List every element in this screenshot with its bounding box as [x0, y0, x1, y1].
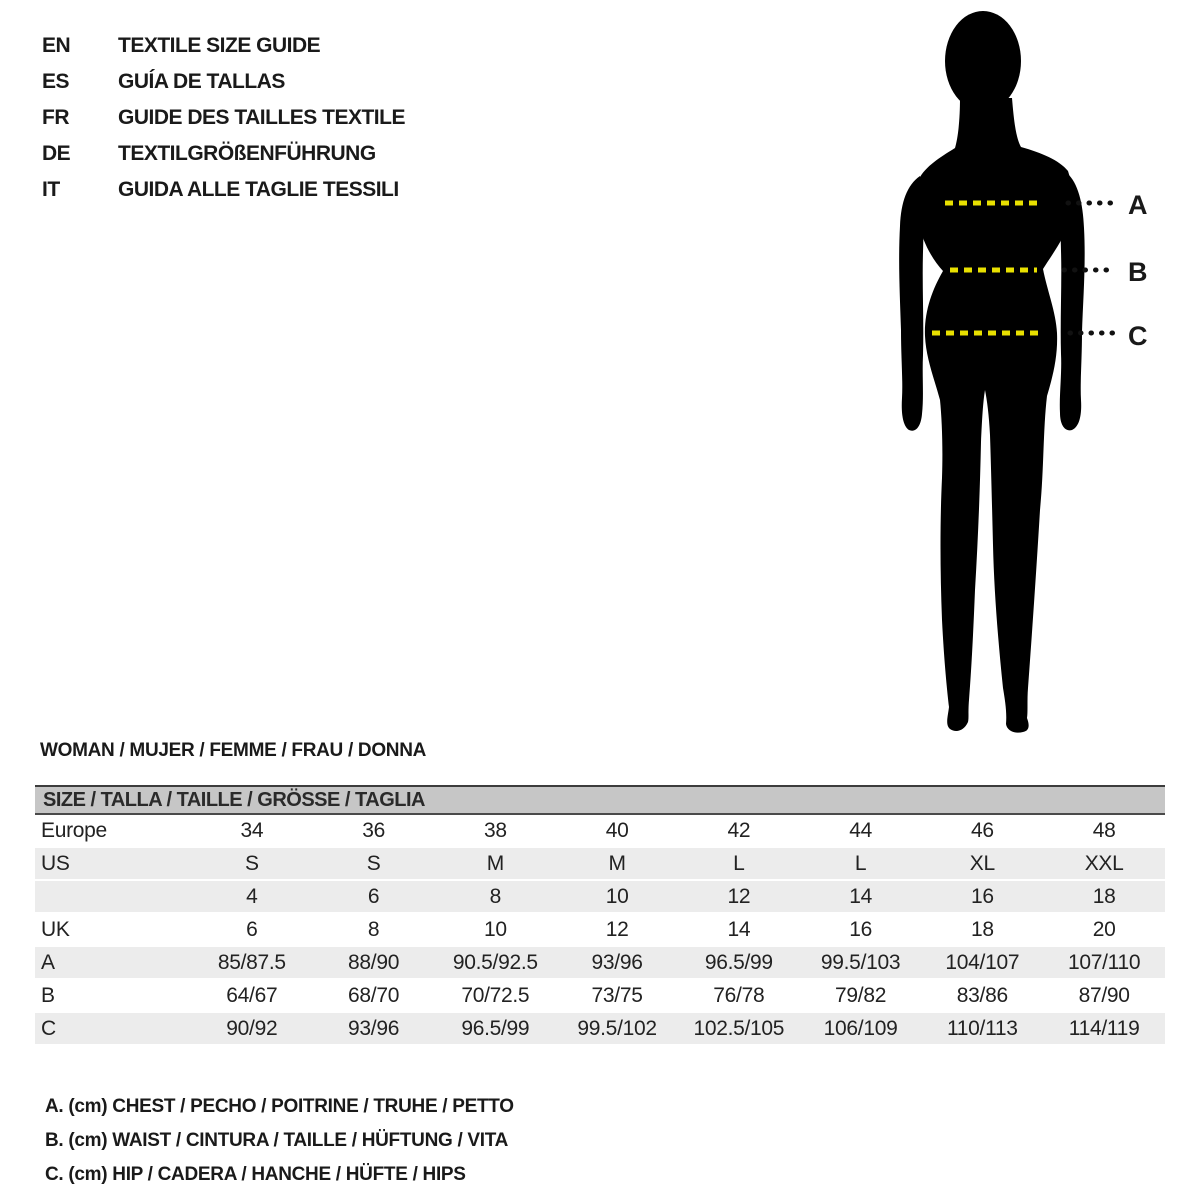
hip-marker-label: C — [1128, 321, 1148, 351]
chest-marker-label: A — [1128, 190, 1148, 220]
size-value-cell: 8 — [313, 913, 435, 946]
size-value-cell: 93/96 — [556, 946, 678, 979]
size-value-cell: 46 — [921, 815, 1043, 847]
legend-waist: B. (cm) WAIST / CINTURA / TAILLE / HÜFTUNG / VITA — [45, 1130, 509, 1151]
language-code: IT — [42, 178, 60, 201]
size-value-cell: 18 — [921, 913, 1043, 946]
size-value-cell: 42 — [678, 815, 800, 847]
size-value-cell: 102.5/105 — [678, 1012, 800, 1045]
language-code: DE — [42, 142, 71, 165]
row-label: UK — [35, 913, 191, 946]
size-value-cell: 90/92 — [191, 1012, 313, 1045]
size-table — [35, 785, 1165, 1046]
size-value-cell: 83/86 — [921, 979, 1043, 1012]
size-value-cell: 12 — [556, 913, 678, 946]
size-value-cell: 99.5/102 — [556, 1012, 678, 1045]
language-title-list — [42, 28, 405, 208]
size-value-cell: XXL — [1043, 847, 1165, 880]
size-value-cell: 4 — [191, 880, 313, 913]
row-label: A — [35, 946, 191, 979]
size-value-cell: 18 — [1043, 880, 1165, 913]
size-value-cell: 48 — [1043, 815, 1165, 847]
language-code: FR — [42, 106, 69, 129]
guide-title: TEXTILE SIZE GUIDE — [118, 34, 321, 57]
guide-title: GUIDA ALLE TAGLIE TESSILI — [118, 178, 399, 201]
guide-title: GUÍA DE TALLAS — [118, 70, 285, 93]
size-value-cell: S — [191, 847, 313, 880]
legend-chest: A. (cm) CHEST / PECHO / POITRINE / TRUHE / PETTO — [45, 1096, 514, 1117]
size-value-cell: 36 — [313, 815, 435, 847]
size-value-cell: 16 — [921, 880, 1043, 913]
size-value-cell: 76/78 — [678, 979, 800, 1012]
size-value-cell: 93/96 — [313, 1012, 435, 1045]
size-value-cell: 73/75 — [556, 979, 678, 1012]
size-value-cell: 14 — [678, 913, 800, 946]
size-table-header: SIZE / TALLA / TAILLE / GRÖSSE / TAGLIA — [35, 785, 1165, 815]
size-table-body — [35, 815, 1165, 1045]
size-value-cell: 87/90 — [1043, 979, 1165, 1012]
size-value-cell: 70/72.5 — [434, 979, 556, 1012]
size-value-cell: L — [678, 847, 800, 880]
row-label — [35, 880, 191, 913]
table-row — [35, 979, 1165, 1012]
language-code: ES — [42, 70, 70, 93]
language-row — [42, 28, 405, 64]
size-value-cell: 90.5/92.5 — [434, 946, 556, 979]
row-label: C — [35, 1012, 191, 1045]
size-value-cell: 40 — [556, 815, 678, 847]
row-label: US — [35, 847, 191, 880]
size-value-cell: 88/90 — [313, 946, 435, 979]
language-code: EN — [42, 34, 71, 57]
size-value-cell: 68/70 — [313, 979, 435, 1012]
size-value-cell: 96.5/99 — [434, 1012, 556, 1045]
size-value-cell: 10 — [434, 913, 556, 946]
size-value-cell: 107/110 — [1043, 946, 1165, 979]
size-value-cell: 6 — [191, 913, 313, 946]
row-label: Europe — [35, 815, 191, 847]
size-value-cell: 6 — [313, 880, 435, 913]
gender-heading: WOMAN / MUJER / FEMME / FRAU / DONNA — [40, 740, 427, 761]
guide-title: TEXTILGRÖßENFÜHRUNG — [118, 142, 376, 165]
table-row — [35, 946, 1165, 979]
size-value-cell: XL — [921, 847, 1043, 880]
table-row — [35, 815, 1165, 847]
table-row — [35, 913, 1165, 946]
size-value-cell: 79/82 — [800, 979, 922, 1012]
size-value-cell: 8 — [434, 880, 556, 913]
size-value-cell: M — [434, 847, 556, 880]
measurement-legend — [45, 1090, 514, 1192]
size-value-cell: 34 — [191, 815, 313, 847]
size-value-cell: 114/119 — [1043, 1012, 1165, 1045]
measurement-diagram — [890, 0, 1200, 740]
language-row — [42, 100, 405, 136]
size-value-cell: 16 — [800, 913, 922, 946]
row-label: B — [35, 979, 191, 1012]
size-conversion-table — [35, 815, 1165, 1046]
table-row — [35, 847, 1165, 880]
legend-hip: C. (cm) HIP / CADERA / HANCHE / HÜFTE / HIPS — [45, 1164, 466, 1185]
size-value-cell: 106/109 — [800, 1012, 922, 1045]
table-row — [35, 1012, 1165, 1045]
size-value-cell: 110/113 — [921, 1012, 1043, 1045]
size-value-cell: 14 — [800, 880, 922, 913]
language-row — [42, 172, 405, 208]
woman-silhouette — [899, 11, 1085, 733]
size-value-cell: 64/67 — [191, 979, 313, 1012]
size-value-cell: S — [313, 847, 435, 880]
waist-marker-label: B — [1128, 257, 1148, 287]
size-value-cell: 20 — [1043, 913, 1165, 946]
guide-title: GUIDE DES TAILLES TEXTILE — [118, 106, 405, 129]
size-value-cell: 38 — [434, 815, 556, 847]
woman-silhouette-figure — [890, 0, 1200, 740]
size-value-cell: 10 — [556, 880, 678, 913]
size-value-cell: L — [800, 847, 922, 880]
size-value-cell: 12 — [678, 880, 800, 913]
size-value-cell: 99.5/103 — [800, 946, 922, 979]
size-value-cell: 44 — [800, 815, 922, 847]
size-value-cell: 104/107 — [921, 946, 1043, 979]
table-row — [35, 880, 1165, 913]
size-value-cell: M — [556, 847, 678, 880]
size-value-cell: 85/87.5 — [191, 946, 313, 979]
size-value-cell: 96.5/99 — [678, 946, 800, 979]
language-row — [42, 64, 405, 100]
language-row — [42, 136, 405, 172]
